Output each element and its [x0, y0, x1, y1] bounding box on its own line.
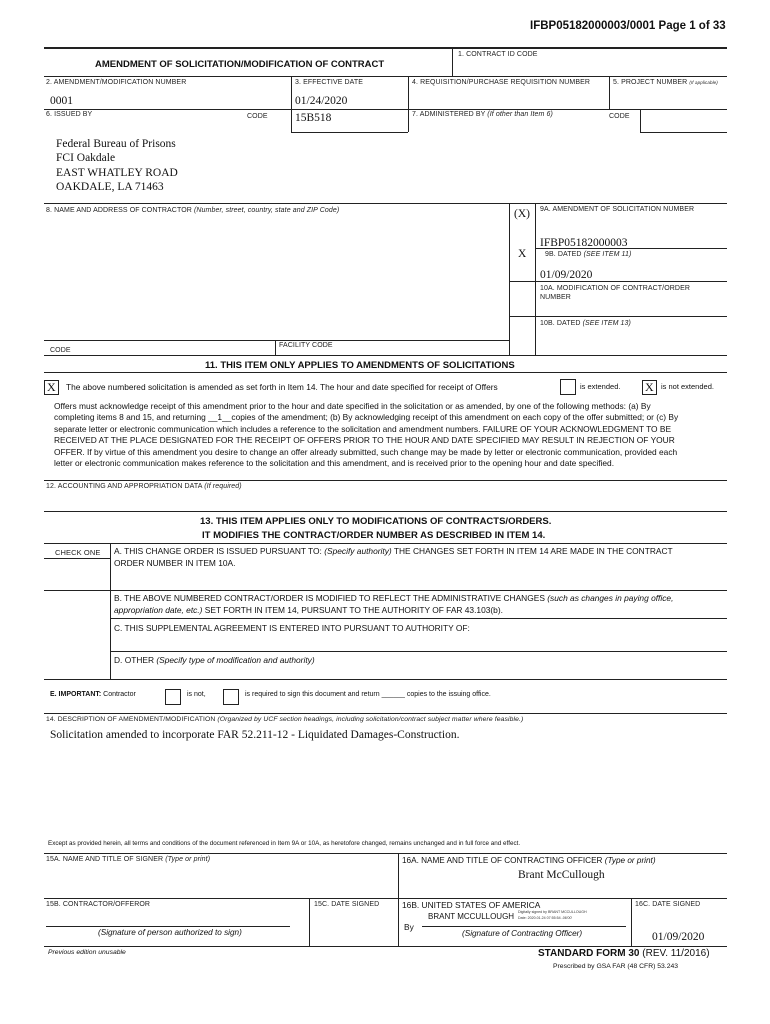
issued-code: 15B518	[295, 112, 332, 124]
issuer-address: Federal Bureau of Prisons FCI Oakdale EAST WHATLEY ROAD OAKDALE, LA 71463	[56, 138, 178, 193]
date-signed-15c-label: 15C. DATE SIGNED	[314, 901, 380, 908]
form-top-border	[44, 47, 727, 49]
accounting-label: 12. ACCOUNTING AND APPROPRIATION DATA (If required)	[46, 483, 242, 490]
item13-b-text: B. THE ABOVE NUMBERED CONTRACT/ORDER IS MODIFIED TO REFLECT THE ADMINISTRATIVE CHANGES (such as changes in paying office, appropriation date, etc.) SET FORTH IN ITEM 14, PURSUANT TO THE AUTHORITY OF FAR 43.103(b).	[114, 593, 674, 615]
officer-signature-line[interactable]	[422, 926, 626, 927]
is-not-extended-mark: X	[645, 380, 654, 394]
prescribed-by: Prescribed by GSA FAR (48 CFR) 53.243	[553, 963, 679, 970]
digital-signer-name: BRANT MCCULLOUGH	[428, 912, 515, 921]
is-not-extended-checkbox[interactable]	[642, 380, 657, 395]
is-not-label: is not,	[187, 691, 206, 698]
mod-10a-label: 10A. MODIFICATION OF CONTRACT/ORDER NUMBER	[540, 285, 690, 301]
is-not-extended-label: is not extended.	[661, 382, 714, 391]
contractor-signature-line[interactable]	[46, 926, 290, 927]
item11-amended-checkbox[interactable]	[44, 380, 59, 395]
usa-label: 16B. UNITED STATES OF AMERICA	[402, 900, 541, 910]
item11-title: 11. THIS ITEM ONLY APPLIES TO AMENDMENTS OF SOLICITATIONS	[205, 360, 515, 371]
item13-d-text: D. OTHER (Specify type of modification and authority)	[114, 655, 315, 665]
amend-sol-label: 9A. AMENDMENT OF SOLICITATION NUMBER	[540, 206, 695, 213]
by-label: By	[404, 922, 414, 932]
officer-name: Brant McCullough	[518, 869, 605, 881]
item13-c-text: C. THIS SUPPLEMENTAL AGREEMENT IS ENTERED INTO PURSUANT TO AUTHORITY OF:	[114, 623, 470, 633]
contractor-code-label: CODE	[50, 347, 71, 354]
is-required-label: is required to sign this document and return ______ copies to the issuing office.	[245, 691, 491, 698]
is-extended-label: is extended.	[580, 382, 621, 391]
contractor-label: 8. NAME AND ADDRESS OF CONTRACTOR (Number, street, country, state and ZIP Code)	[46, 207, 340, 214]
contractor-signature-label: 15B. CONTRACTOR/OFFEROR	[46, 901, 151, 908]
description-text: Solicitation amended to incorporate FAR 52.211-12 - Liquidated Damages-Construction.	[50, 729, 460, 741]
item11-instructions: Offers must acknowledge receipt of this amendment prior to the hour and date specified in the solicitation or as amended, by one of the following methods: (a) By completing items 8 and 15, and returning __1__copies of the amendment; (b) By acknowledging receipt of this amendment on each copy of the offer submitted; or (c) By separate letter or electronic communication which includes a reference to the solicitation and amendment numbers. FAILURE OF YOUR ACKNOWLEDGMENT TO BE RECEIVED AT THE PLACE DESIGNATED FOR THE RECEIPT OF OFFERS PRIOR TO THE HOUR AND DATE SPECIFIED MAY RESULT IN REJECTION OF YOUR OFFER. If by virtue of this amendment you desire to change an offer already submitted, such change may be made by letter or electronic communication, provided each letter or electronic communication makes reference to the solicitation and this amendment, and is received prior to the opening hour and date specified.	[54, 401, 679, 469]
item13-title-1: 13. THIS ITEM APPLIES ONLY TO MODIFICATIONS OF CONTRACTS/ORDERS.	[200, 516, 552, 527]
mark-9a-header: (X)	[514, 208, 530, 220]
project-number-label: 5. PROJECT NUMBER (If applicable)	[613, 79, 718, 86]
dated-9b-label: 9B. DATED (SEE ITEM 11)	[545, 251, 632, 258]
amendment-number: 0001	[50, 95, 73, 107]
description-label: 14. DESCRIPTION OF AMENDMENT/MODIFICATION (Organized by UCF section headings, including solicitation/contract subject matter where feasible.)	[46, 716, 524, 723]
issued-code-label: CODE	[247, 113, 268, 120]
admin-code-label: CODE	[609, 113, 630, 120]
effective-date: 01/24/2020	[295, 95, 348, 107]
date-signed-16c-label: 16C. DATE SIGNED	[635, 901, 701, 908]
standard-form-label: STANDARD FORM 30 (REV. 11/2016)	[538, 948, 710, 959]
except-clause: Except as provided herein, all terms and conditions of the document referenced in Item 9A or 10A, as heretofore changed, remains unchanged and in full force and effect.	[48, 840, 521, 847]
is-required-checkbox[interactable]	[223, 689, 239, 705]
digital-signature-note: Digitally signed by BRANT MCCULLOUGH Date: 2020.01.24 07:55:54 -06'00'	[518, 910, 587, 920]
issued-by-label: 6. ISSUED BY	[46, 111, 93, 118]
form-title: AMENDMENT OF SOLICITATION/MODIFICATION OF CONTRACT	[95, 59, 385, 70]
page-reference: IFBP05182000003/0001 Page 1 of 33	[530, 20, 726, 32]
administered-by-label: 7. ADMINISTERED BY (If other than Item 6)	[412, 111, 553, 118]
amend-sol-number: IFBP05182000003	[540, 237, 628, 249]
item13-title-2: IT MODIFIES THE CONTRACT/ORDER NUMBER AS DESCRIBED IN ITEM 14.	[202, 530, 546, 541]
item13-a-text: A. THIS CHANGE ORDER IS ISSUED PURSUANT TO: (Specify authority) THE CHANGES SET FORTH IN ITEM 14 ARE MADE IN THE CONTRACT ORDER NUMBER IN ITEM 10A.	[114, 546, 673, 568]
important-line: E. IMPORTANT: Contractor	[50, 691, 136, 698]
signature-person-caption: (Signature of person authorized to sign)	[98, 928, 242, 937]
amendment-number-label: 2. AMENDMENT/MODIFICATION NUMBER	[46, 79, 187, 86]
previous-edition-note: Previous edition unusable	[48, 949, 126, 956]
signer-label: 15A. NAME AND TITLE OF SIGNER (Type or print)	[46, 856, 211, 863]
item11-amended-mark: X	[47, 380, 56, 394]
is-not-checkbox[interactable]	[165, 689, 181, 705]
officer-label: 16A. NAME AND TITLE OF CONTRACTING OFFICER (Type or print)	[402, 856, 656, 865]
facility-code-label: FACILITY CODE	[279, 342, 333, 349]
signature-officer-caption: (Signature of Contracting Officer)	[462, 929, 583, 938]
contract-id-label: 1. CONTRACT ID CODE	[458, 51, 538, 58]
effective-date-label: 3. EFFECTIVE DATE	[295, 79, 364, 86]
check-one-label: CHECK ONE	[55, 548, 101, 557]
is-extended-checkbox[interactable]	[560, 379, 576, 395]
date-signed-16c: 01/09/2020	[652, 931, 705, 943]
item11-line: The above numbered solicitation is amended as set forth in Item 14. The hour and date specified for receipt of Offers	[66, 382, 498, 392]
dated-10b-label: 10B. DATED (SEE ITEM 13)	[540, 320, 631, 327]
amend-sol-checked: X	[518, 248, 527, 260]
dated-9b: 01/09/2020	[540, 269, 593, 281]
requisition-label: 4. REQUISITION/PURCHASE REQUISITION NUMBER	[412, 79, 591, 86]
